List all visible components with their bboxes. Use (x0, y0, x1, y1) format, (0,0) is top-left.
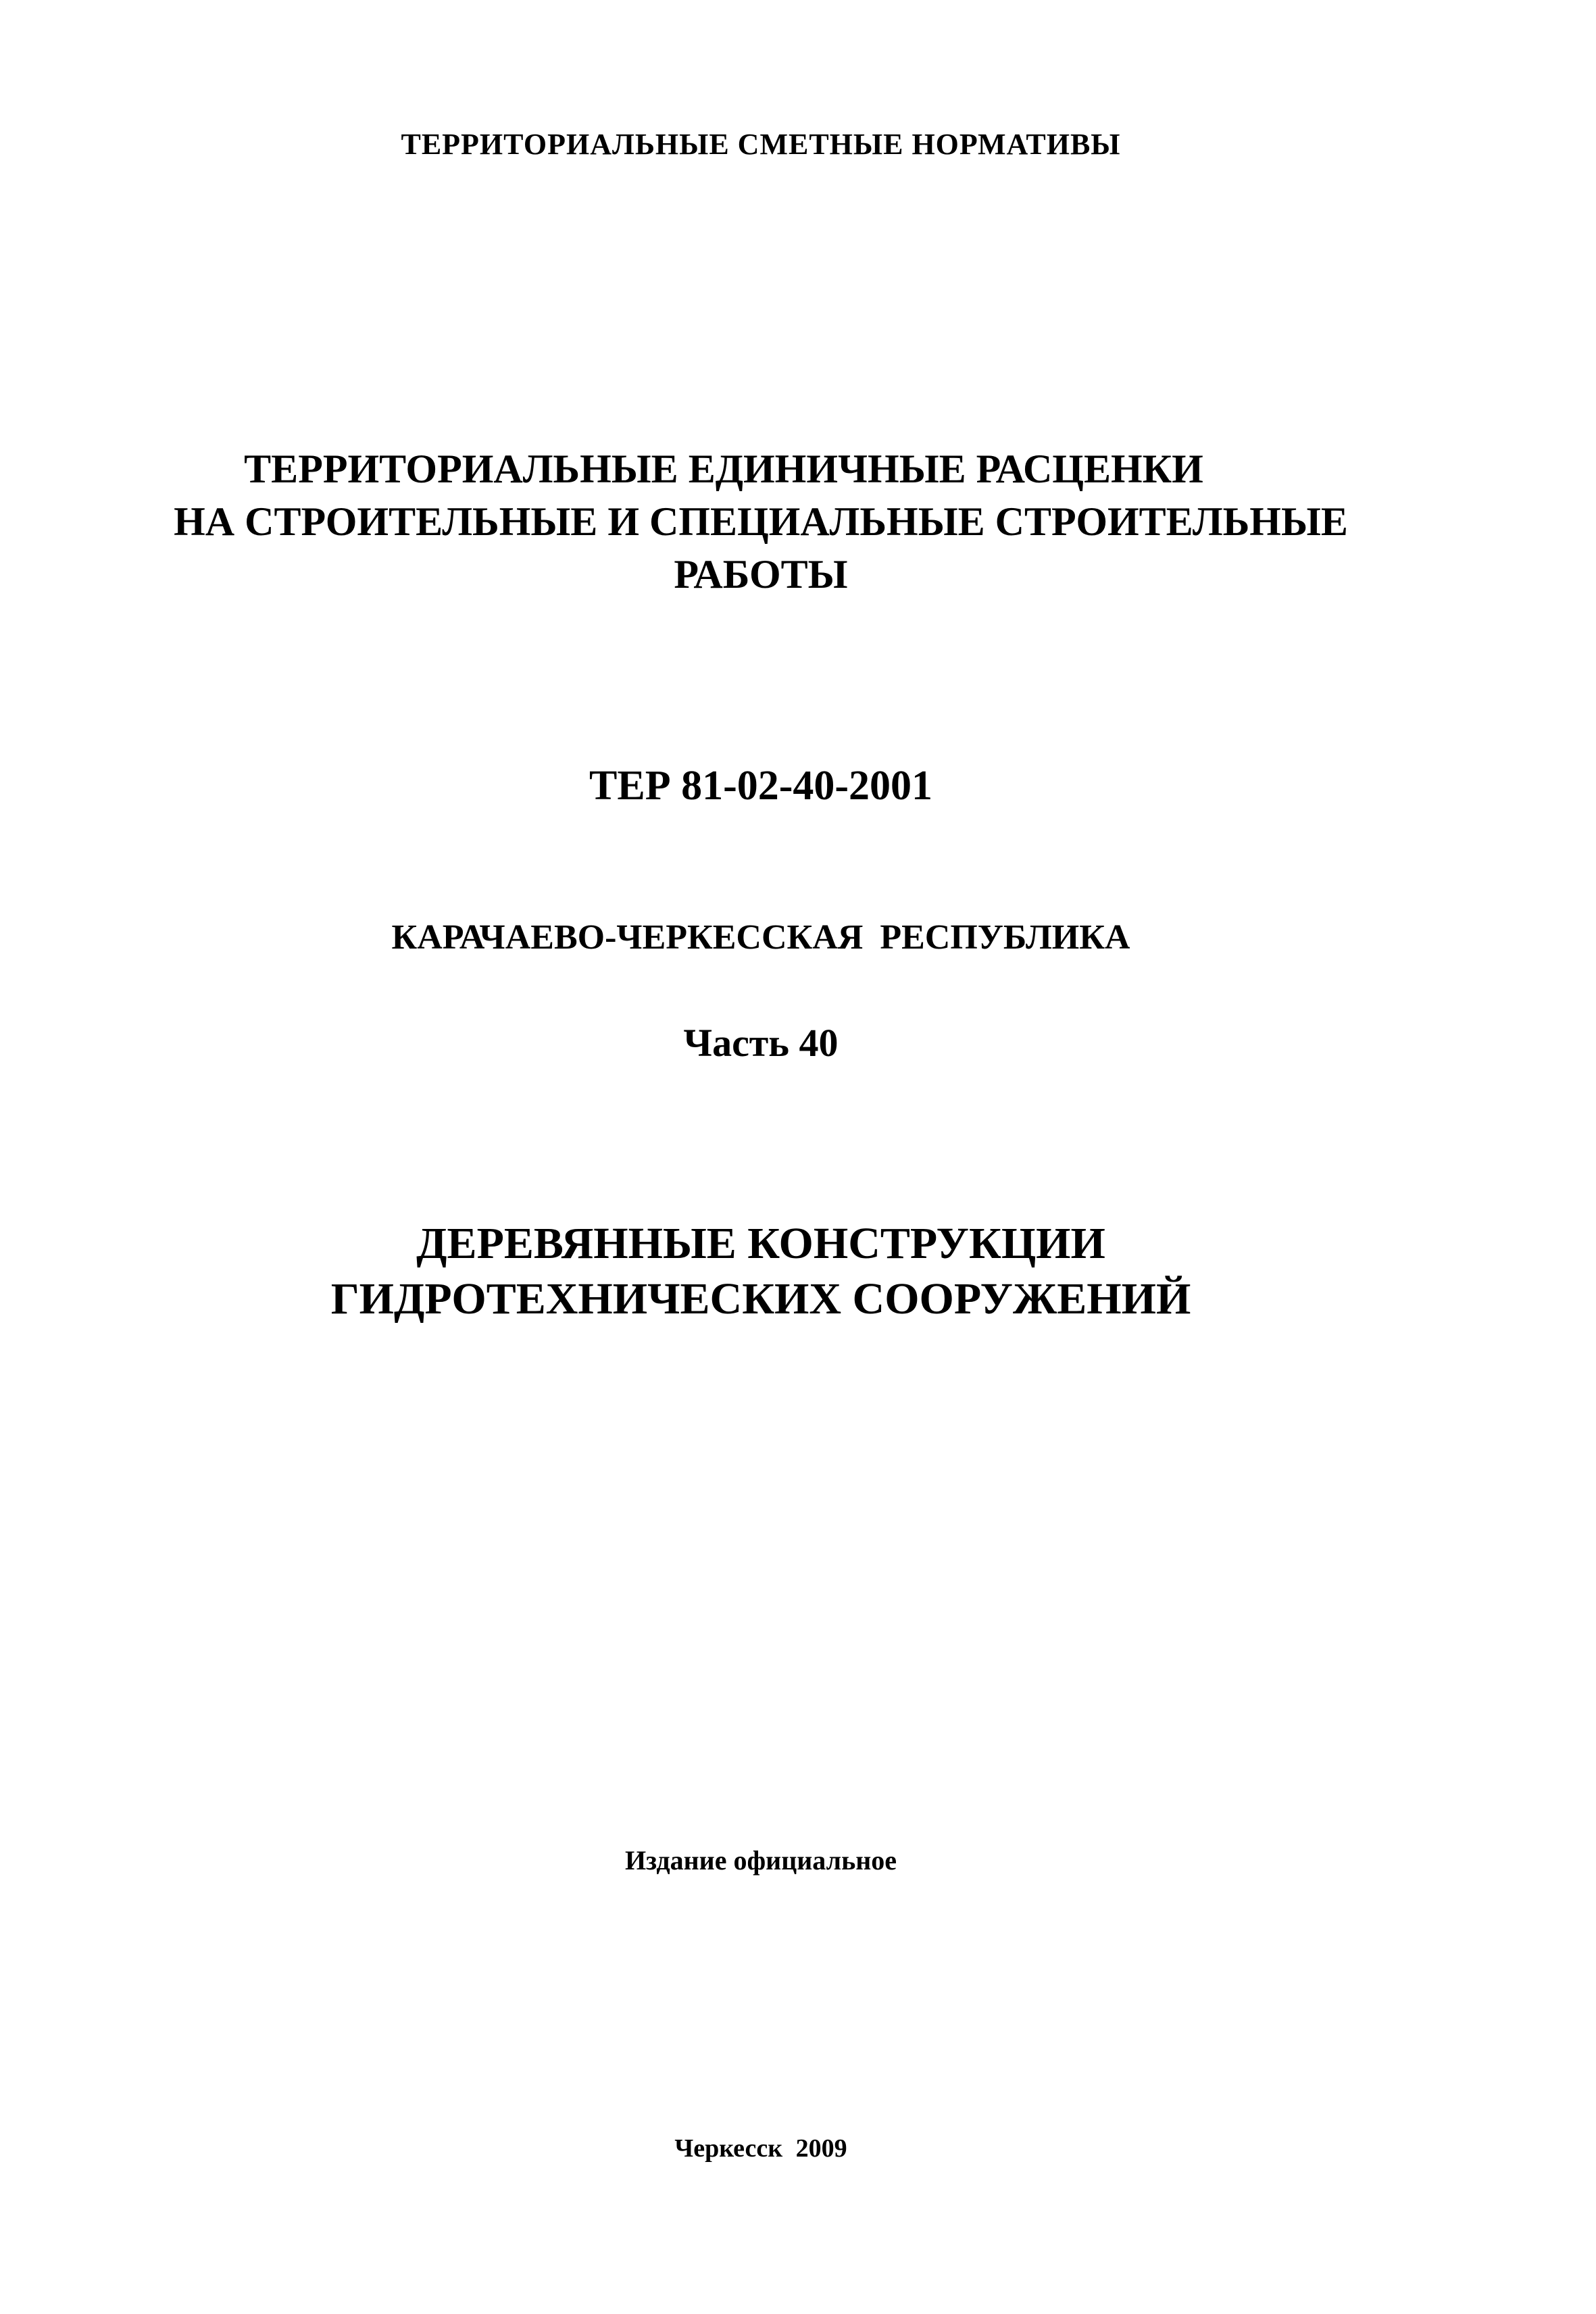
document-code: ТЕР 81-02-40-2001 (589, 763, 933, 809)
section-title (0, 1216, 1559, 1327)
region-name: КАРАЧАЕВО-ЧЕРКЕССКАЯ РЕСПУБЛИКА (391, 918, 1130, 957)
main-title (0, 443, 1559, 601)
main-title-line-1: ТЕРРИТОРИАЛЬНЫЕ ЕДИНИЧНЫЕ РАСЦЕНКИ (244, 447, 1203, 491)
part-number: Часть 40 (683, 1021, 839, 1065)
edition-note: Издание официальное (624, 1845, 897, 1876)
imprint: Черкесск 2009 (674, 2134, 847, 2163)
series-header: ТЕРРИТОРИАЛЬНЫЕ СМЕТНЫЕ НОРМАТИВЫ (401, 128, 1121, 161)
main-title-line-2: НА СТРОИТЕЛЬНЫЕ И СПЕЦИАЛЬНЫЕ СТРОИТЕЛЬНЫЕ (174, 499, 1348, 544)
section-title-line-1: ДЕРЕВЯННЫЕ КОНСТРУКЦИИ (416, 1219, 1105, 1268)
section-title-line-2: ГИДРОТЕХНИЧЕСКИХ СООРУЖЕНИЙ (330, 1274, 1191, 1324)
main-title-line-3: РАБОТЫ (674, 552, 848, 597)
